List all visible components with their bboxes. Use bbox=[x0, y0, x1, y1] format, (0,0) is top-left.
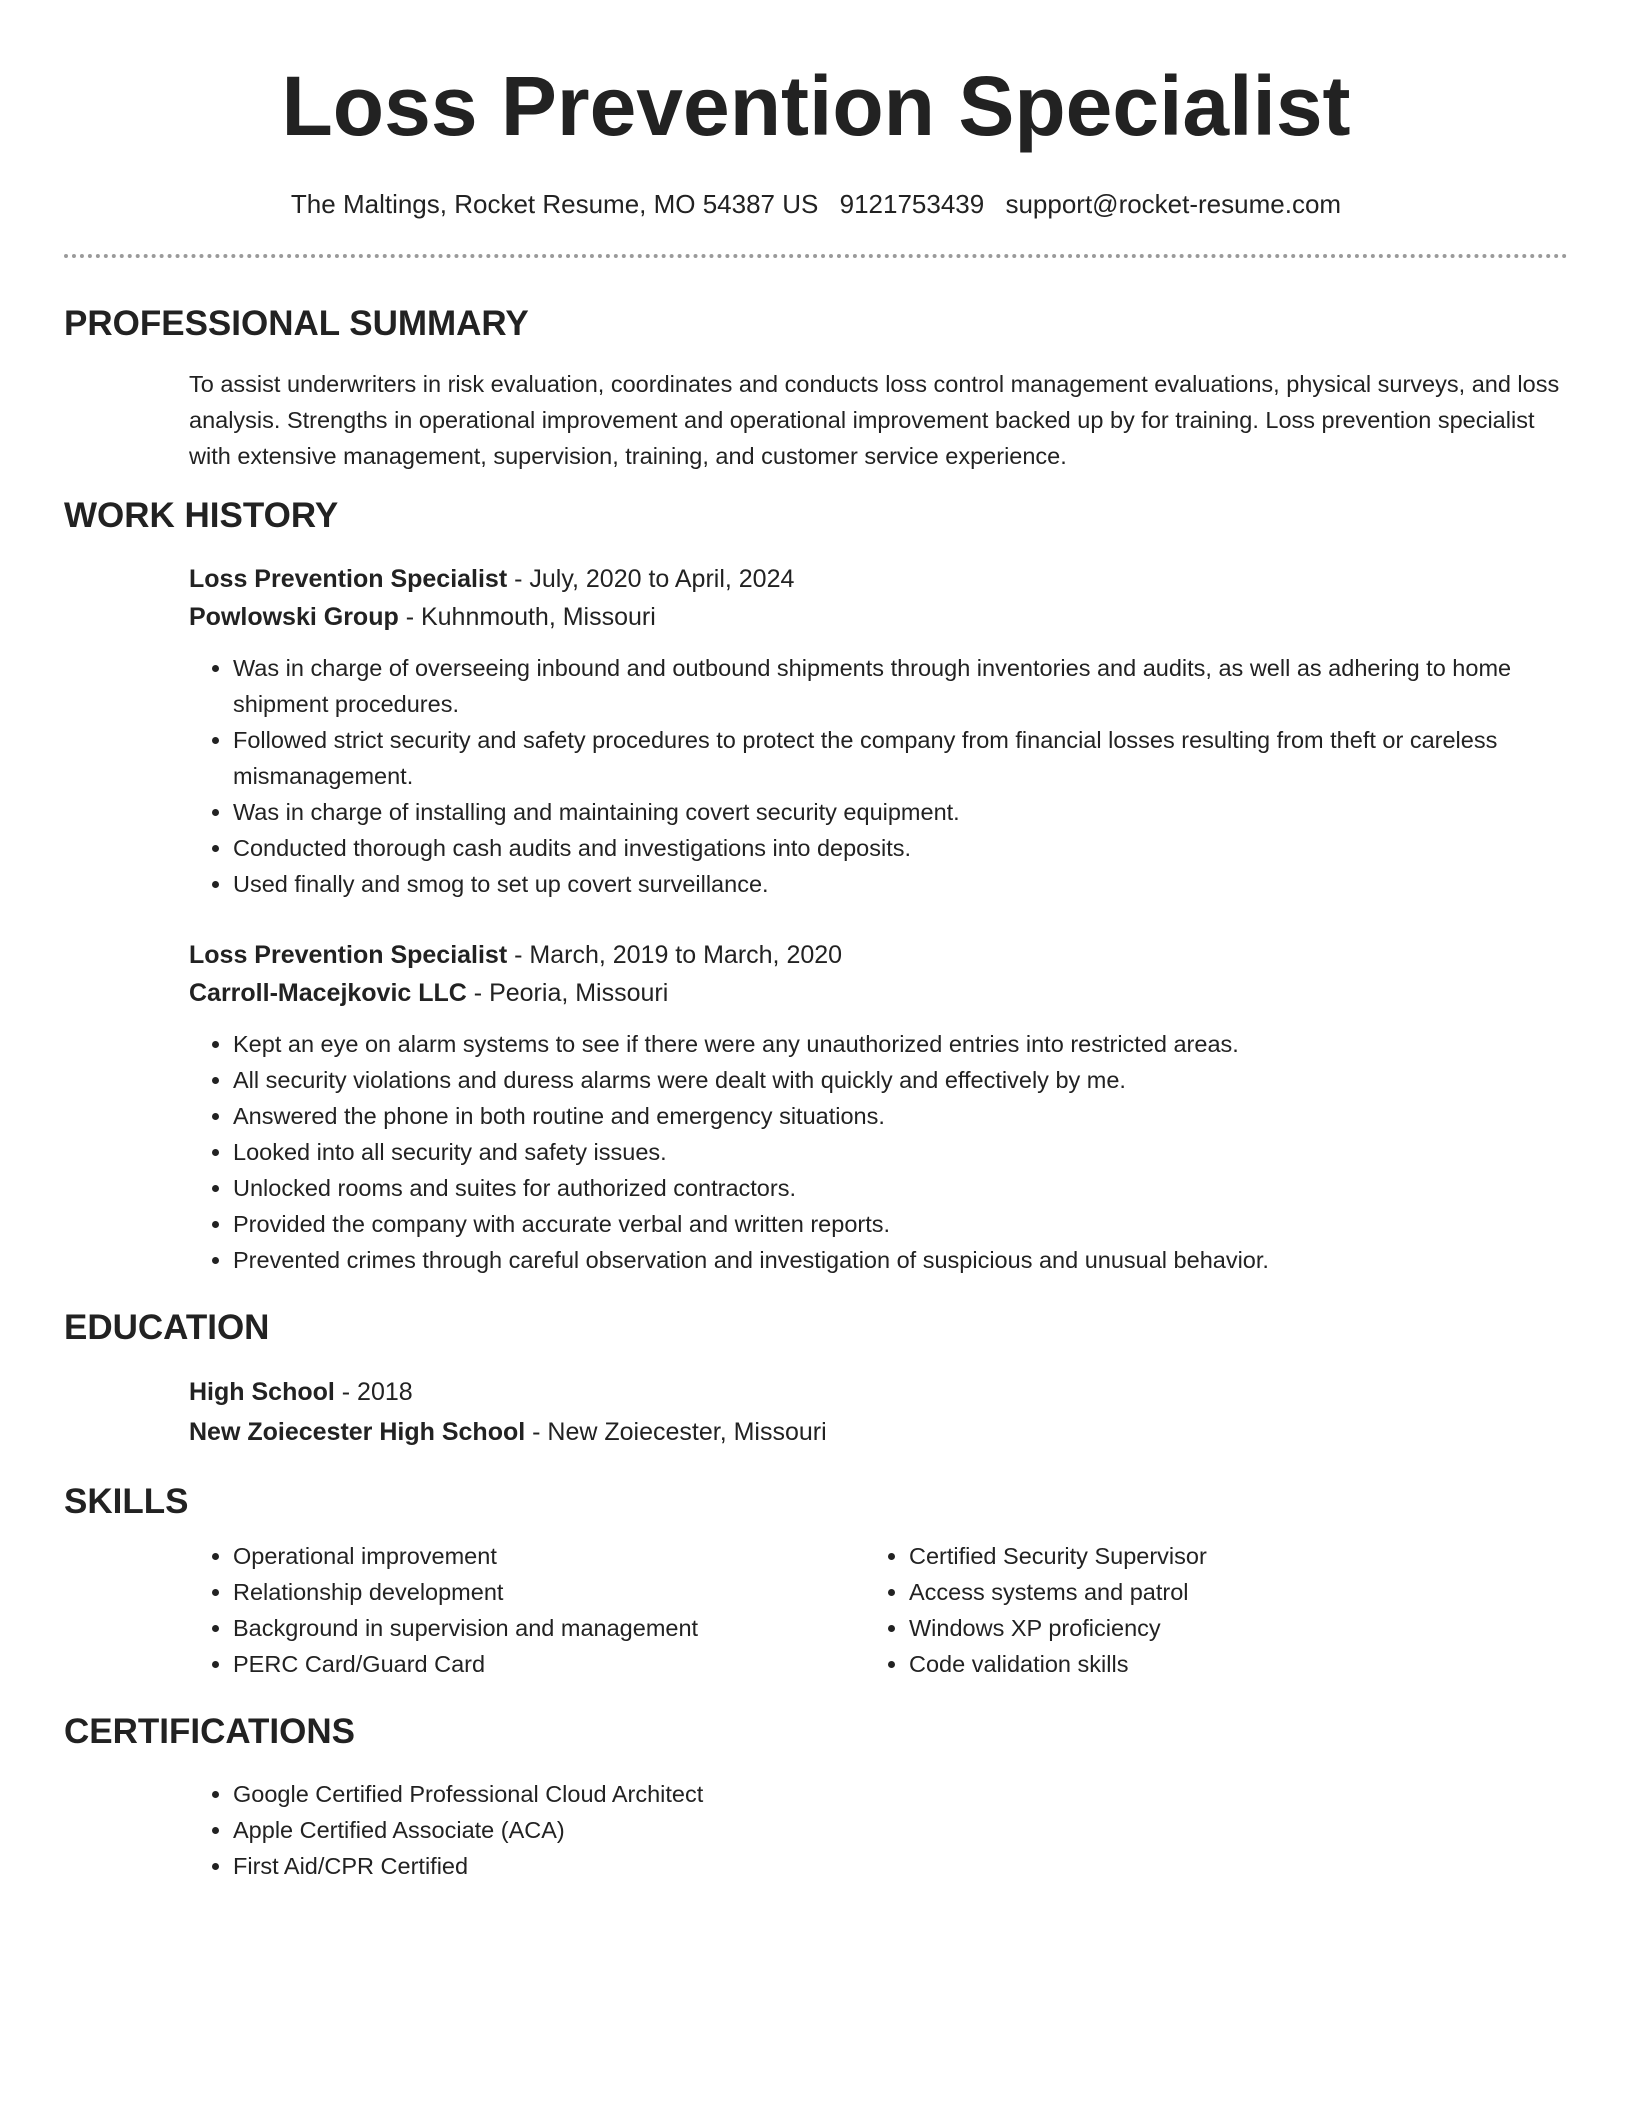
education-location: - New Zoiecester, Missouri bbox=[525, 1418, 827, 1446]
job-title-line bbox=[189, 936, 1568, 974]
header-divider bbox=[64, 254, 1568, 258]
list-item: • Prevented crimes through careful observation and investigation of suspicious and unusual behavior. bbox=[233, 1242, 1568, 1278]
list-item: • Kept an eye on alarm systems to see if there were any unauthorized entries into restricted areas. bbox=[233, 1026, 1568, 1062]
resume-name: Loss Prevention Specialist bbox=[281, 59, 1351, 153]
list-item: • Answered the phone in both routine and emergency situations. bbox=[233, 1098, 1568, 1134]
job-dates: - March, 2019 to March, 2020 bbox=[507, 941, 843, 969]
education-section bbox=[189, 1372, 1568, 1452]
job-dates: - July, 2020 to April, 2024 bbox=[507, 565, 795, 593]
job-location: - Peoria, Missouri bbox=[466, 979, 669, 1007]
summary-text: To assist underwriters in risk evaluation, coordinates and conducts loss control management evaluations, physical surveys, and loss analysis. Strengths in operational improvement and operational improvement backed up by for training. Loss prevention specialist with extensive management, supervision, training, and customer service experience. bbox=[189, 371, 1560, 469]
job-entry bbox=[189, 936, 1568, 1278]
contact-phone: 9121753439 bbox=[839, 189, 985, 219]
section-title-work-history: WORK HISTORY bbox=[64, 496, 339, 535]
job-company-line bbox=[189, 974, 1568, 1012]
skills-section bbox=[189, 1538, 1568, 1682]
contact-line bbox=[64, 188, 1568, 220]
certifications-list bbox=[189, 1776, 1568, 1884]
job-company-line bbox=[189, 598, 1568, 636]
job-title-line bbox=[189, 560, 1568, 598]
list-item: • Operational improvement bbox=[233, 1538, 865, 1574]
list-item: • First Aid/CPR Certified bbox=[233, 1848, 1568, 1884]
list-item: • Conducted thorough cash audits and investigations into deposits. bbox=[233, 830, 1568, 866]
job-company: Powlowski Group bbox=[189, 603, 399, 631]
section-title-certifications: CERTIFICATIONS bbox=[64, 1712, 356, 1751]
education-year: - 2018 bbox=[334, 1378, 413, 1406]
section-title-education: EDUCATION bbox=[64, 1308, 270, 1347]
list-item: • Windows XP proficiency bbox=[909, 1610, 1465, 1646]
education-school-line bbox=[189, 1412, 1568, 1452]
list-item: • Apple Certified Associate (ACA) bbox=[233, 1812, 1568, 1848]
skills-column-left bbox=[189, 1538, 865, 1682]
education-degree-line bbox=[189, 1372, 1568, 1412]
list-item: • Certified Security Supervisor bbox=[909, 1538, 1465, 1574]
job-bullets bbox=[189, 650, 1568, 902]
education-school: New Zoiecester High School bbox=[189, 1418, 526, 1446]
list-item: • Unlocked rooms and suites for authorized contractors. bbox=[233, 1170, 1568, 1206]
job-position: Loss Prevention Specialist bbox=[189, 565, 508, 593]
list-item: • Background in supervision and management bbox=[233, 1610, 865, 1646]
list-item: • Used finally and smog to set up covert surveillance. bbox=[233, 866, 1568, 902]
section-title-skills: SKILLS bbox=[64, 1482, 189, 1521]
list-item: • PERC Card/Guard Card bbox=[233, 1646, 865, 1682]
work-history-section bbox=[189, 560, 1568, 1278]
job-location: - Kuhnmouth, Missouri bbox=[398, 603, 656, 631]
list-item: • Code validation skills bbox=[909, 1646, 1465, 1682]
certifications-section bbox=[189, 1776, 1568, 1884]
education-degree: High School bbox=[189, 1378, 335, 1406]
job-entry bbox=[189, 560, 1568, 902]
section-title-summary: PROFESSIONAL SUMMARY bbox=[64, 304, 529, 343]
list-item: • Access systems and patrol bbox=[909, 1574, 1465, 1610]
skills-column-right bbox=[865, 1538, 1465, 1682]
skills-list-left bbox=[189, 1538, 865, 1682]
contact-email: support@rocket-resume.com bbox=[1005, 189, 1342, 219]
list-item: • Relationship development bbox=[233, 1574, 865, 1610]
list-item: • All security violations and duress alarms were dealt with quickly and effectively by me. bbox=[233, 1062, 1568, 1098]
list-item: • Was in charge of overseeing inbound and outbound shipments through inventories and audits, as well as adhering to home shipment procedures. bbox=[233, 650, 1568, 722]
job-bullets bbox=[189, 1026, 1568, 1278]
list-item: • Provided the company with accurate verbal and written reports. bbox=[233, 1206, 1568, 1242]
job-position: Loss Prevention Specialist bbox=[189, 941, 508, 969]
skills-list-right bbox=[865, 1538, 1465, 1682]
list-item: • Google Certified Professional Cloud Architect bbox=[233, 1776, 1568, 1812]
list-item: • Looked into all security and safety issues. bbox=[233, 1134, 1568, 1170]
contact-address: The Maltings, Rocket Resume, MO 54387 US bbox=[290, 189, 819, 219]
summary-section bbox=[189, 366, 1568, 474]
list-item: • Was in charge of installing and maintaining covert security equipment. bbox=[233, 794, 1568, 830]
list-item: • Followed strict security and safety procedures to protect the company from financial losses resulting from theft or careless mismanagement. bbox=[233, 722, 1568, 794]
job-company: Carroll-Macejkovic LLC bbox=[189, 979, 467, 1007]
